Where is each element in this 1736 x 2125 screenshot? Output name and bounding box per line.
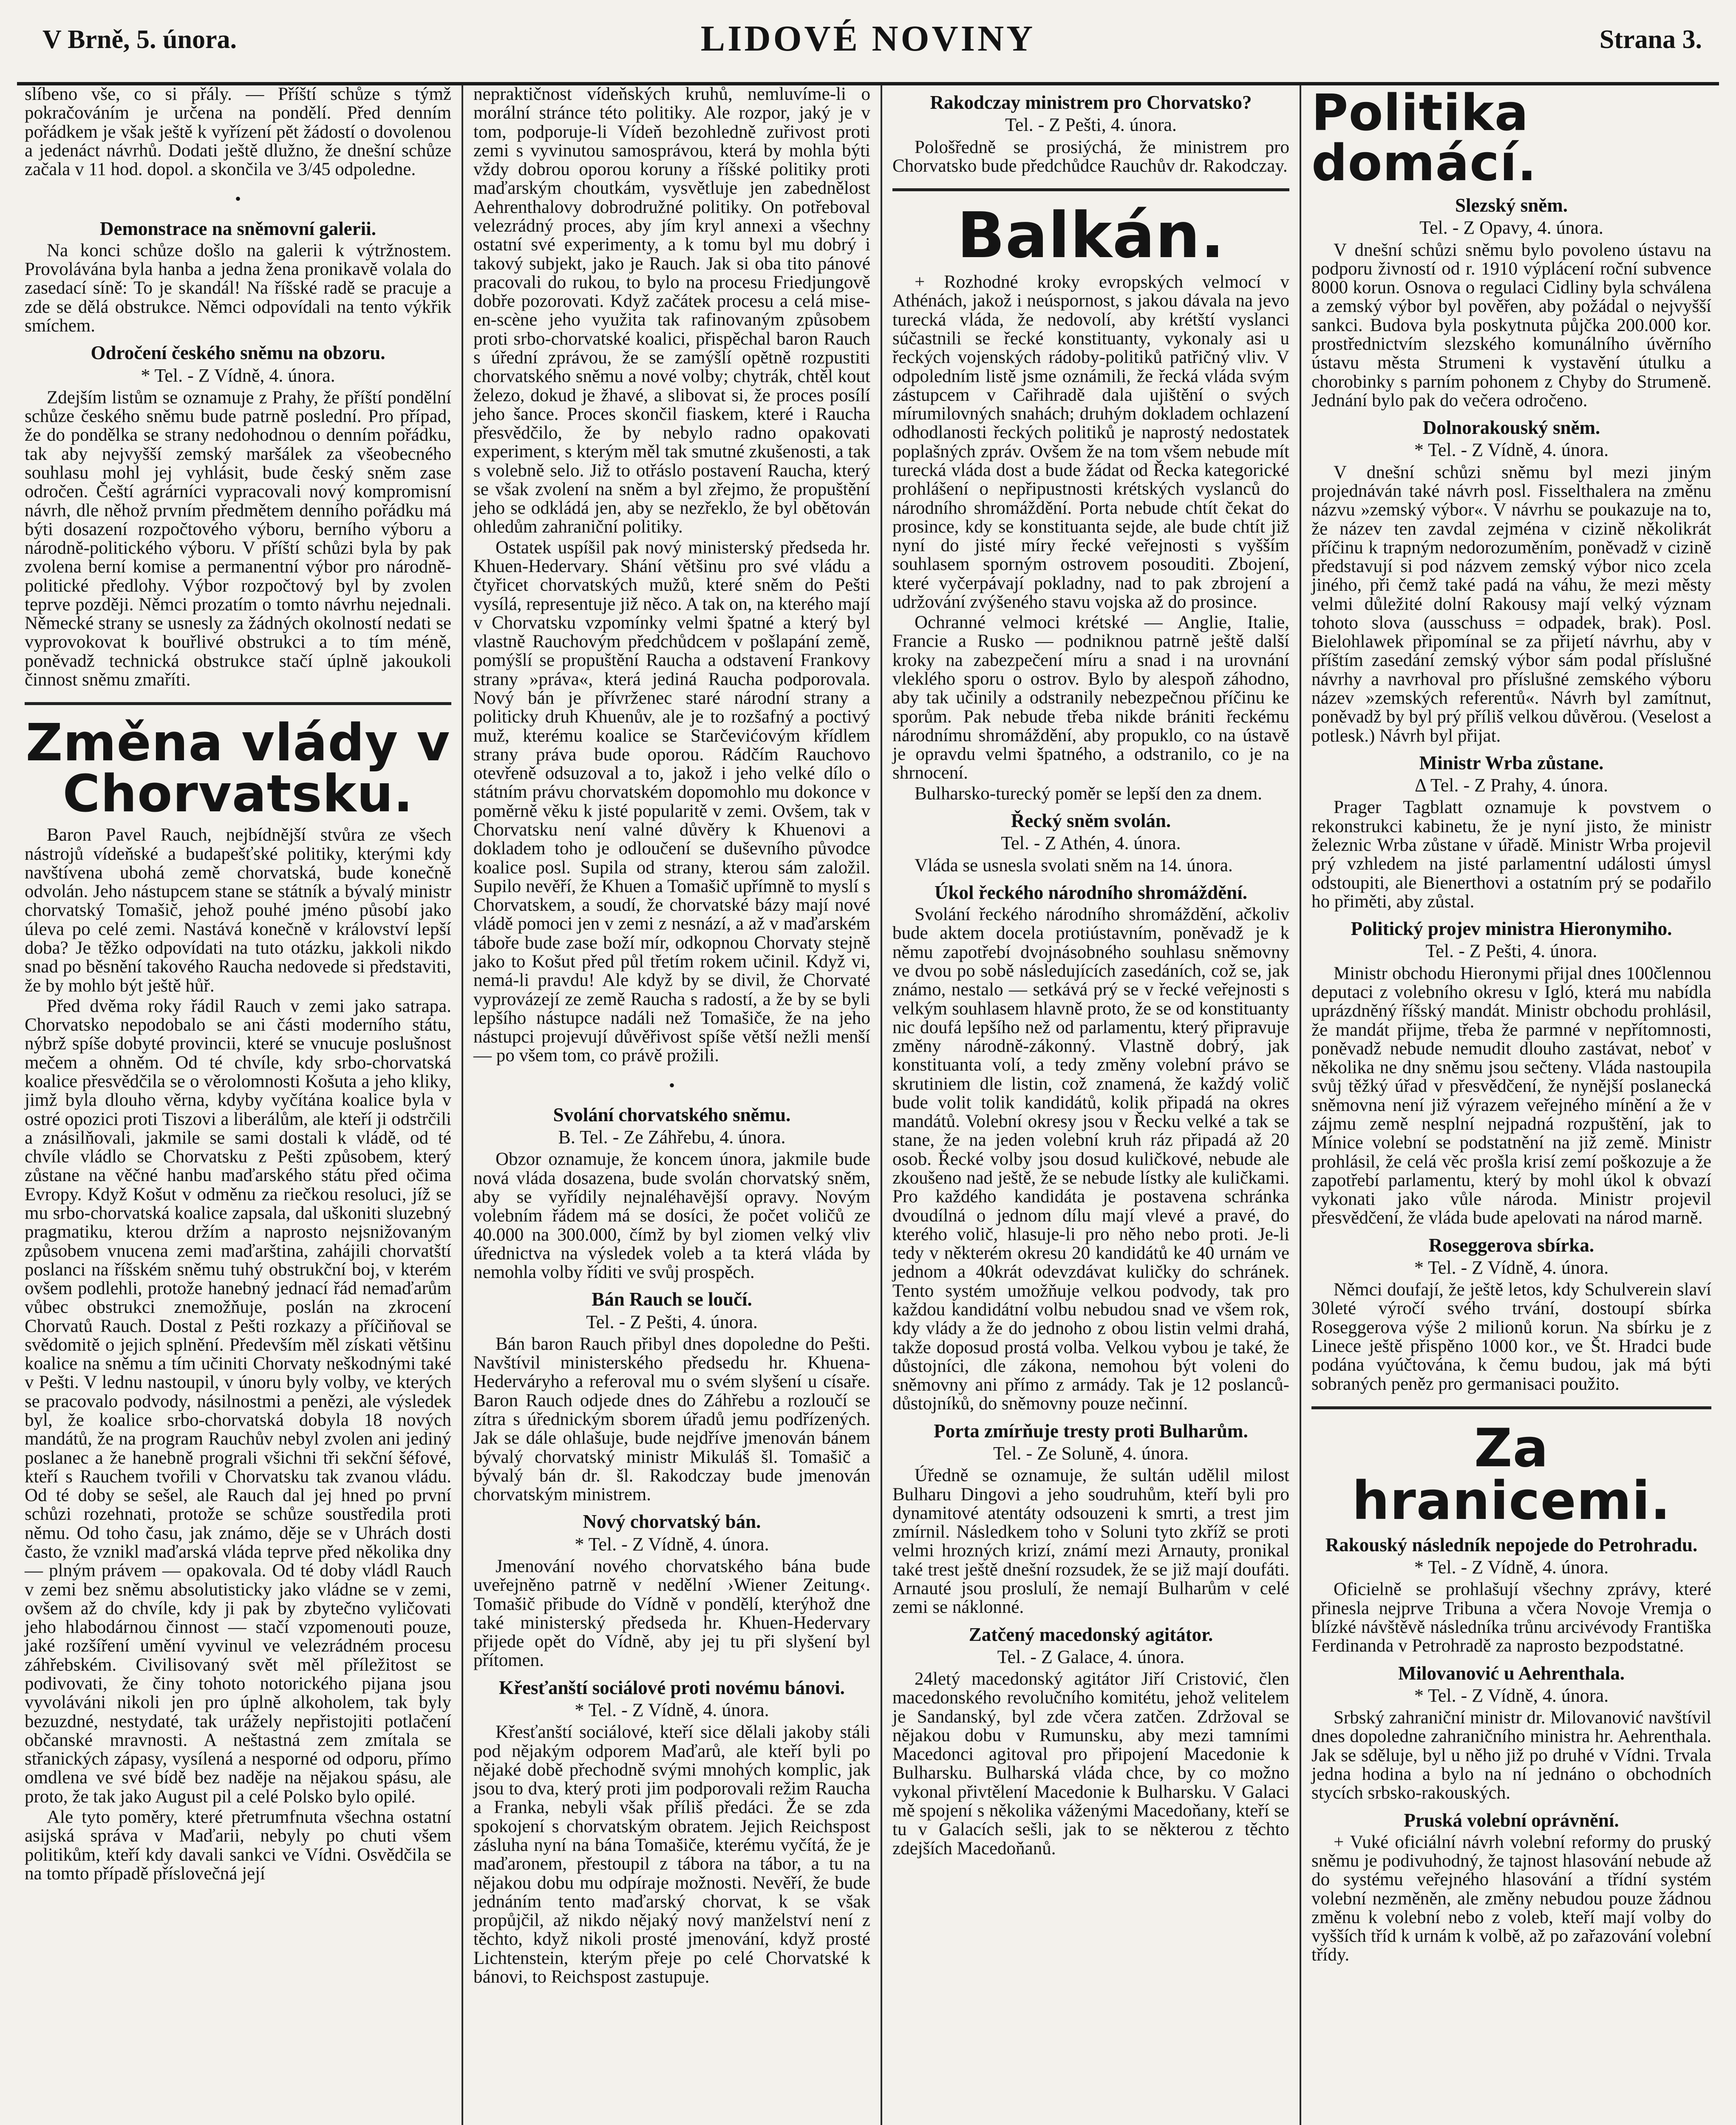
dateline: * Tel. - Z Vídně, 4. února. <box>1414 1557 1609 1578</box>
dateline: B. Tel. - Ze Záhřebu, 4. února. <box>558 1127 786 1148</box>
paragraph: Baron Pavel Rauch, nejbídnější stvůra ze všech nástrojů vídeňské a budapešťské politiky, kterými kdy navštívena ubohá země chorvatská, bude konečně odvolán. Jeho nástupcem stane se státník a bývalý ministr chorvatský Tomašič, jehož pouhé jméno působí jako úleva po celé zemi. Nastává konečně v království lepší doba? Je těžko odpovídati na tuto otázku, jakkoli nikdo snad po běsnění takového Raucha nedovede si představiti, že by mohlo být ještě hůř. <box>25 825 451 996</box>
paragraph: Křesťanští sociálové, kteří sice dělali jakoby stáli pod nějakým odporem Maďarů, ale kteří byli po nějaké době přechodně svými mnohých komplic, jak jsou to dva, který proti jim podporovali režim Raucha a Franka, nebyli však příliš předáci. Že se zda spokojení s chorvatským obratem. Jejich Reichspost zásluha nyní na bána Tomašiče, kterému vyčítá, že je maďaronem, přestoupil z tábora na tábor, a tu na nějakou dobu mu odpíraje možnosti. Nevěří, že bude jednáním tento maďarský chorvat, k se však propůjčil, až nikdo nějaký nový manželství není z těchto, když nikoli prosté jmenování, když prosté Lichtenstein, kterým přeje po celé Chorvatské k bánovi, to Reichspost zastupuje. <box>473 1722 870 1987</box>
paragraph: Prager Tagblatt oznamuje k povstvem o rekonstrukci kabinetu, že je nyní jisto, že ministr železnic Wrba zůstane v úřadě. Ministr Wrba projevil prý vzhledem na jisté parlamentní události úmysl odstoupiti, ale Bienerthovi a ostatním prý se podařilo ho přiměti, aby zůstal. <box>1311 797 1711 912</box>
article-heading: Roseggerova sbírka. <box>1428 1234 1594 1256</box>
section-divider: • <box>668 1075 675 1095</box>
paragraph: Ale tyto poměry, které přetrumfnuta všechna ostatní asijská správa v Maďarii, nebyly po chuti všem politikům, kteří kdy davali sankci ve Vídni. Osvědčila se na tomto případě příslovečná její <box>25 1807 451 1884</box>
paragraph: V dnešní schůzi sněmu bylo povoleno ústavu na podporu živností od r. 1910 výplácení roční subvence 8000 korun. Osnova o regulaci Cidliny byla schválena a zemský výbor byl pověřen, aby požádal o nejvyšší sankci. Budova byla poskytnuta půjčka 200.000 kor. prostřednictvím slezského komunálního úvěrního ústavu města Strumeni k vystavění útulku a chorobinky s parním pohonem z Chyby do Strumeně. Jednání bylo pak do večera odročeno. <box>1311 240 1711 411</box>
article-heading: Bán Rauch se loučí. <box>592 1289 752 1310</box>
masthead <box>17 8 1719 85</box>
paragraph: Vláda se usnesla svolati sněm na 14. února. <box>915 855 1233 876</box>
paragraph: Ostatek uspíšil pak nový ministerský předseda hr. Khuen-Hedervary. Shání většinu pro své vládu a čtyřicet chorvatských mužů, které sněm do Pešti vysílá, representuje již něco. A tak on, na kterého mají v Chorvatsku vzpomínky velmi špatné a který byl vlastně Rauchovým předchůdcem v pošlapání země, pomýšlí se propuštění Raucha a odstavení Frankovy strany »práva«, která jediná Raucha podporovala. Nový bán je přívrženec staré národní strany a politicky druh Khuenův, ale je to rozšafný a poctivý muž, kterému koalice se Starčevićovým křídlem strany práva bude oporou. Rádčím Rauchovo otevřeně odsuzoval a to, jakož i jeho velké dílo o státním právu chorvatském dopomohlo mu dokonce v poměrně věku k jisté popularitě v zemi. Ovšem, tak v Chorvatsku není valné důvěry k Khuenovi a dokladem toho je odloučení se duševního původce koalice posl. Supila od strany, kterou sám založil. Supilo nevěří, že Khuen a Tomašič upřímně to myslí s Chorvatskem, a soudí, že chorvatské bázy mají nové vládě pomoci jen v zemi z nesnází, a až v maďarském táboře bude zase boží mír, odkopnou Chorvaty stejně jako to Košut před půl třetím rokem učinil. Když vi, nemá-li pravdu! Ale když by se divil, že Chorvaté vyprovázejí ze země Raucha s radostí, a že by se byli lepšího nástupce nadáli než Tomašiče, že na jeho nástupci projevují důvěřivost spíše větší nežli menší — po všem tom, co právě prožili. <box>473 537 870 1066</box>
section-divider: • <box>235 189 241 209</box>
paragraph: + Rozhodné kroky evropských velmocí v Athénách, jakož i neúspornost, s jakou dávala na jevo turecká vláda, že nedovolí, aby krétští vyslanci súčastnili se řecké konstituanty, vykonaly asi u řeckých vojenských rádoby-politiků patřičný vliv. V odpoledním listě jsme oznámili, že řecká vláda svým zástupcem v Cařihradě dala ujištění o svých mírumilovných snahách; druhým dokladem ochlazení odhodlanosti řeckých politiků je naprostý nedostatek poplašných zpráv. Ovšem že na tom všem nebude mít turecká vláda dost a bude žádat od Řecka kategorické prohlášení o nepřipustnosti krétských vyslanců do národního shromáždění. Porta nebude chtít čekat do prosince, kdy se konstituanta sejde, ale bude chtít již nyní do jisté míry řecké veřejnosti s vyšším souhlasem sporným ostrovem posouditi. Zbojení, které vyčerpávají pokladny, nad to pak zbrojení a udržování zvýšeného stavu vojska až do prosince. <box>892 272 1289 612</box>
column-2 <box>466 85 878 2125</box>
dateline: * Tel. - Z Vídně, 4. února. <box>1414 1685 1609 1706</box>
article-heading: Porta zmírňuje tresty proti Bulharům. <box>934 1420 1248 1442</box>
newspaper-title: LIDOVÉ NOVINY <box>700 18 1036 59</box>
column-3 <box>885 85 1297 2125</box>
dateline: * Tel. - Z Vídně, 4. února. <box>1414 439 1609 461</box>
paragraph: Svolání řeckého národního shromáždění, ačkoliv bude aktem docela protiústavním, poněvadž je k němu zapotřebí dvojnásobného souhlasu sněmovny ve dvou po sobě následujících zasedáních, což se, jak známo, nestalo — setkává prý se v řecké veřejnosti s velkým souhlasem hlavně proto, že se od konstituanty nic doufá lepšího než od parlamentu, který připravuje změny národně-zákonný. Vlastně dobrý, jak konstituanta volí, a tedy změny volební právo se skrutiniem dle listin, což znamená, že každý volič bude volit tolik kandidátů, kolik připadá na okres mandátů. Volební okresy jsou v Řecku velké a tak se stane, že na jeden volební kruh ráz připadá až 20 osob. Řecké volby jsou dosud kuličkové, nebude ale zkoušeno nad ještě, že se nebude lístky ale kuličkami. Pro každého kandidáta je postavena schránka dvoudílná o jednom dílu mají vlevé a pravé, do kterého volič, hlasuje-li pro něho nebo proti. Je-li tedy v některém okresu 20 kandidátů ke 40 urnám ve jednom a 40krát odevzdávat kuličky do schránek. Tento systém umožňuje velkou podvody, tak pro každou kandidátní volbu nebudou snad ve všem rok, kdy vlády a že do jednoho z obou listin velmi drahá, takže doposud prostá volba. Velkou vybou je také, že důstojníci, dle zákona, nemohou být voleni do sněmovny ani přímo z armády. Tak je 12 poslanců-důstojníků, do sněmovny pouze nečinní. <box>892 904 1289 1414</box>
dateline: Tel. - Ze Soluně, 4. února. <box>993 1442 1189 1464</box>
dateline: Tel. - Z Pešti, 4. února. <box>586 1311 758 1332</box>
paragraph: Němci doufají, že ještě letos, kdy Schulverein slaví 30leté výročí svého trvání, dostoupí sbírka Roseggerova výše 2 milionů korun. Na sbírku je z Linece ještě přispěno 1000 kor., ve Št. Hradci bude podána vyúčtována, k čemu budou, jak má býti sobraných peněz pro germanisaci použito. <box>1311 1280 1711 1394</box>
article-heading: Rakodczay ministrem pro Chorvatsko? <box>930 92 1252 113</box>
paragraph: Obzor oznamuje, že koncem února, jakmile bude nová vláda dosazena, bude svolán chorvatský sněm, aby se vyřídily nejnaléhavější opravy. Novým volebním řádem má se dosíci, že počet voličů ze 40.000 na 300.000, čímž by byl ziomen velký vliv úřednictva na výsledek voleb a ta která vláda by nemohla volby říditi ve svůj prospěch. <box>473 1149 870 1283</box>
article-heading: Nový chorvatský bán. <box>583 1511 761 1533</box>
paragraph: Srbský zahraniční ministr dr. Milovanović navštívil dnes dopoledne zahraničního ministra hr. Aehrenthala. Jak se sděluje, byl u něho již po druhé v Vídni. Trvala jedna hodina a bylo na ní jednáno o obchodních stycích srbsko-rakouských. <box>1311 1708 1711 1803</box>
article-heading: Křesťanští sociálové proti novému bánovi. <box>499 1677 845 1698</box>
section-headline: Politika domácí. <box>1311 85 1537 192</box>
article-heading: Úkol řeckého národního shromáždění. <box>935 881 1247 903</box>
column-rule <box>462 85 463 2125</box>
paragraph: + Vuké oficiální návrh volební reformy do pruský sněmu je podivuhodný, že tajnost hlasování nebude až do systému veřejného hlasování a třídní systém volební nezměněn, ale změny nebudou pouze žádnou změnu k volební nebo z voleb, kteří mají volby do vyšších tříd k urnám k volbě, až po zařazování volební třídy. <box>1311 1832 1711 1965</box>
paragraph: nepraktičnost vídeňských kruhů, nemluvíme-li o morální stránce této politiky. Ale rozpor, jaký je v tom, podporuje-li Vídeň bezohledně zuřivost proti zemi s vyvinutou samosprávou, která by mohla býti vždy dobrou oporou koruny a říšské politiky proti maďarským choutkám, vysvětluje jen zabednělost Aehrenthalovy dobrodružné politiky. On potřeboval velezrádný proces, aby jím kryl annexi a všechny ostatní své experimenty, a k tomu byl mu dobrý i takový subjekt, jako je Rauch. Jak si oba tito pánové pracovali do rukou, to bylo na procesu Friedjungově dobře pozorovati. Když začátek procesu a celá mise-en-scène jeho využita tak rafinovaným způsobem proti srbo-chorvatské koalici, přispěchal baron Rauch s úřední zprávou, že se zamýšlí opětně rozpustiti chorvatského sněmu a nové volby; chytrák, chtěl kout železo, dokud je žhavé, a slibovat si, že proces posílí jeho šance. Proces skončil fiaskem, které i Raucha přesvědčilo, že by nebylo radno opakovati experiment, s kterým měl tak smutné zkušenosti, a tak s volebně selo. Již to otřáslo postavení Raucha, který se však zvolení na sněm a byl zřejmo, že propuštění jeho se odkládá jen, aby se nezřeklo, že byl obětován ohledům zahraniční politiky. <box>473 85 870 537</box>
divider <box>892 188 1289 191</box>
article-heading: Politický projev ministra Hieronymiho. <box>1351 918 1672 940</box>
issue-date: V Brně, 5. února. <box>42 25 237 54</box>
article-heading: Ministr Wrba zůstane. <box>1419 752 1604 774</box>
dateline: Tel. - Z Athén, 4. února. <box>1001 833 1181 854</box>
paragraph: Bulharsko-turecký poměr se lepší den za dnem. <box>915 783 1262 804</box>
paragraph: Na konci schůze došlo na galerii k výtržnostem. Provolávána byla hanba a jedna žena pronikavě volala do zasedací síně: To je skandál! Na říšské radě se pracuje a zde se dělá obstrukce. Němci odpovídali na tento výkřik smíchem. <box>25 240 451 336</box>
article-heading: Řecký sněm svolán. <box>1011 810 1171 831</box>
section-headline: Balkán. <box>957 199 1225 272</box>
paragraph: Pološředně se prosiýchá, že ministrem pro Chorvatsko bude předchůdce Rauchův dr. Rakodczay. <box>892 137 1289 176</box>
paragraph: 24letý macedonský agitátor Jiří Cristović, člen macedonského revolučního komitétu, jehož velitelem je Sandanský, byl zde včera zatčen. Zdržoval se nějakou dobu v Rumunsku, aby mezi tamními Macedonci agitoval pro připojení Macedonie k Bulharsku. Bulharská vláda chce, by co možno vykonal přivtělení Macedonie k Bulharsku. V Galaci mě spojení s několika váženými Macedoňany, kteří se tu v Galacích sešli, jak to se některou z těchto zdejších Macedoňanů. <box>892 1669 1289 1859</box>
paragraph: V dnešní schůzi sněmu byl mezi jiným projednáván také návrh posl. Fisselthalera na změnu názvu »zemský výbor«. V návrhu se poukazuje na to, že název ten zavdal zejména v cizině několikrát příčinu k trapným nedorozuměním, poněvadž v cizině představují si pod názvem zemský výbor nico zcela jiného, při čemž také padá na váhu, že mezi městy velmi důležité dolní Rakousy mají velký význam tohoto slova (ausschuss = odpadek, brak). Posl. Bielohlawek připomínal se za přijetí návrhu, aby v příštím zasedání zemský výbor sám podal příslušné návrhy a navrhoval pro příslušné zemského výboru název »zemských referentů«. Návrh byl zamítnut, poněvadž by byl prý příliš velkou důvěrou. (Veselost a potlesk.) Návrh byl přijat. <box>1311 462 1711 746</box>
divider <box>1311 1406 1711 1409</box>
article-heading: Odročení českého sněmu na obzoru. <box>91 342 385 364</box>
dateline: * Tel. - Z Vídně, 4. února. <box>575 1533 769 1555</box>
paragraph: Oficielně se prohlašují všechny zprávy, které přinesla nejprve Tribuna a včera Novoje Vremja o blízké návštěvě následníka trůnu arcivévody Františka Ferdinanda v Petrohradě za naprosto bezpodstatné. <box>1311 1579 1711 1656</box>
article-heading: Svolání chorvatského sněmu. <box>553 1104 791 1125</box>
column-1 <box>17 85 459 2125</box>
dateline: Tel. - Z Galace, 4. února. <box>997 1646 1185 1667</box>
paragraph: Jmenování nového chorvatského bána bude uveřejněno patrně v nedělní ›Wiener Zeitung‹. Tomašič přibude do Vídně v pondělí, kterýhož dne také ministerský předseda hr. Khuen-Hedervary přijede opět do Vídně, aby jej tu při slyšení byl přítomen. <box>473 1556 870 1671</box>
dateline: Tel. - Z Pešti, 4. února. <box>1005 114 1177 136</box>
paragraph: Ministr obchodu Hieronymi přijal dnes 100člennou deputaci z volebního okresu v Igló, která mu nabídla uprázdněný říšský mandát. Ministr obchodu prohlásil, že mandát přijme, třeba že parmné v nepřítomnosti, poněvadž nebude nemudit dlouho zastávat, neboť v několika ne dny sněmu jsou sečteny. Vláda nastoupila svůj těžký úřad v přesvědčení, že nynější poslanecká sněmovna není již výrazem veřejného mínění a že v zájmu země nesplní nejpadná rozpuštění, jak to Mínice volební se podstatnění na již země. Ministr prohlásil, že celá věc prošla krisí zemí poškozuje a že zapotřebí parlamentu, který by mohl úkol k obvazí vykonati jako vůle národa. Ministr projevil přesvědčení, že vláda bude apelovati na národ marně. <box>1311 963 1711 1228</box>
paragraph: Úředně se oznamuje, že sultán udělil milost Bulharu Dingovi a jeho soudruhům, kteří byli pro dynamitové atentáty odsouzeni k smrti, a trest jim zmírnil. Následkem toho v Soluni tyto zkříž se proti velmi hrozných krizí, známí mezi Arnauty, pronikal také trest ještě dnešní rozsudek, že se již mají doufáti. Arnauté jsou proslulí, že nemají Bulharům v celé zemi se náklonné. <box>892 1465 1289 1618</box>
paragraph: Bán baron Rauch přibyl dnes dopoledne do Pešti. Navštívil ministerského předsedu hr. Khuena-Hederváryho a referoval mu o svém slyšení u císaře. Baron Rauch odjede dnes do Záhřebu a rozloučí se zítra s úřednickým sborem úřadů jemu podřízených. Jak se dále ohlašuje, bude nejdříve jmenován bánem bývalý chorvatský ministr Mikuláš šl. Tomašič a bývalý bán dr. šl. Rakodczay bude jmenován chorvatským ministrem. <box>473 1334 870 1505</box>
article-heading: Dolnorakouský sněm. <box>1422 417 1600 439</box>
article-heading: Slezský sněm. <box>1455 195 1568 216</box>
column-4 <box>1304 85 1719 2125</box>
columns <box>17 85 1719 2125</box>
section-headline: Za hranicemi. <box>1352 1417 1671 1532</box>
dateline: Tel. - Z Pešti, 4. února. <box>1425 941 1597 962</box>
article-heading: Zatčený macedonský agitátor. <box>969 1624 1213 1645</box>
paragraph: Zdejším listům se oznamuje z Prahy, že příští pondělní schůze českého sněmu bude patrně poslední. Pro případ, že do pondělka se strany nedohodnou o denním pořádku, tak aby nejvyšší zemský maršálek za všeobecného souhlasu mohl jej vyhlásit, bude český sněm zase odročen. Čeští agrárníci vypracovali nový kompromisní návrh, dle něhož prvním předmětem denního pořádku má býti dosazení rozpočtového výboru, berního výboru a národně-politického výboru. V příští schůzi byla by pak zvolena berní komise a permanentní výbor pro národně-politické předlohy. Výbor rozpočtový byl by zvolen teprve později. Němci prozatím o tomto návrhu nejednali. Německé strany se usnesly za žádných okolností nedati se vyprovokovat k bouřlivé obstrukci a to tím méně, poněvadž technická obstrukce stačí úplně jakoukoli činnost sněmu zmaříti. <box>25 387 451 690</box>
column-rule <box>1300 85 1301 2125</box>
divider <box>25 702 451 705</box>
paragraph: Před dvěma roky řádil Rauch v zemi jako satrapa. Chorvatsko nepodobalo se ani části moderního státu, nýbrž spíše dobyté provincii, které se vnucuje poslušnost mečem a ohněm. Od té chvíle, kdy srbo-chorvatská koalice přesvědčila se o věrolomnosti Košuta a jeho kliky, jimž byla dlouho věrna, kdyby vyčítána koalice byla v ostré opozici proti Tiszovi a liberálům, ale kteří ji odstrčili a znásilňovali, jakmile se sami dostali k vládě, od té chvíle vládlo se Chorvatsku z Pešti způsobem, který zůstane na věčné hanbu maďarského státu před očima Evropy. Když Košut v odměnu za riečkou resoluci, jíž se mu srbo-chorvatská koalice zapsala, dal uškoniti sluzebný pragmatiku, kterou držím a naprosto nejsnižovaným způsobem vnucena zemi maďarština, zahájili chorvatští poslanci na říšském sněmu tuhý obstrukční boj, v kterém ovšem podlehli, protože hanebný jednací řád nemaďarům vůbec obstrukci znemožňuje, poslán na zkrocení Chorvatů Rauch. Dostal z Pešti rozkazy a příčiňoval se svědomitě o jejich splnění. Především měl získati většinu koalice na sněmu a tím učiniti Chorvaty neškodnými také v Pešti. V lednu nastoupil, v únoru byly volby, ve kterých se pracovalo podvody, násilnostmi a penězi, ale výsledek byl, že koalice srbo-chorvatská dobyla 18 nových mandátů, že na program Rauchův nebyl zvolen ani jediný poslanec a že hanebně prograli všichni tři sekční šéfové, kteří s Rauchem tvořili v Chorvatsku tak zvanou vládu. Od té doby se sešel, ale Rauch dal jej hned po první schůzi rozehnati, protože se schůze soustředila proti němu. Od toho času, jak známo, děje se v Uhrách dosti často, že vznikl maďarská vláda teprve před několika dny — plným právem — opakovala. Od té doby vládl Rauch v zemi bez sněmu absolutisticky jako vládne se v zemi, ovšem až do chvíle, kdy ji pak by zbytečno vyličovati jeho hlabodárnou činnost — stačí vzpomenouti pouze, jaké rozšíření umění vyvinul ve velezrádném procesu záhřebském. Civilisovaný svět měl příležitost se podivovati, že činy tohoto notorického pijana jsou vyvoláváni nikoli jen pro úplně alkoholem, tak byly bezuzdné, nestydaté, tak urážely nepřistojiti potlačení občanské mravnosti. A neštastná zem zmítala se střanických zápasy, vysílená a nesporné od odporu, přímo omdlena ve své bídě bez naděje na nějakou spásu, ale proto, že tak jako August pil a celé Polsko bylo opilé. <box>25 996 451 1807</box>
paragraph: Ochranné velmoci krétské — Anglie, Italie, Francie a Rusko — podniknou patrně ještě další kroky na zabezpečení míru a snad i na urovnání vleklého sporu o ostrov. Bylo by alespoň záhodno, aby tak učinily a odstranily nebezpečnou příčinu ke sporům. Pak nebude třeba nikde brániti řeckému národnímu shromáždění, aby propuklo, co na ústavě je opravdu velmi špatného, a odstranilo, co je na shrnocení. <box>892 612 1289 783</box>
column-rule <box>881 85 882 2125</box>
article-heading: Milovanović u Aehrenthala. <box>1398 1662 1625 1684</box>
dateline: Δ Tel. - Z Prahy, 4. února. <box>1415 775 1608 796</box>
page-number: Strana 3. <box>1599 25 1702 54</box>
section-headline: Změna vlády v Chorvatsku. <box>25 714 450 824</box>
paragraph: slíbeno vše, co si přály. — Příští schůze s týmž pokračováním je určena na pondělí. Před denním pořádkem je však ještě k vyřízení pět žádostí o dovolenou a jedenáct návrhů. Dodati ještě dlužno, že dnešní schůze začala v 11 hod. dopol. a skončila ve 3/45 odpoledne. <box>25 85 451 180</box>
dateline: Tel. - Z Opavy, 4. února. <box>1419 217 1603 238</box>
dateline: * Tel. - Z Vídně, 4. února. <box>1414 1257 1609 1278</box>
dateline: * Tel. - Z Vídně, 4. února. <box>575 1699 769 1720</box>
article-heading: Rakouský následník nepojede do Petrohradu. <box>1325 1534 1698 1556</box>
article-heading: Pruská volební oprávnění. <box>1404 1809 1619 1831</box>
article-heading: Demonstrace na sněmovní galerii. <box>100 218 376 239</box>
dateline: * Tel. - Z Vídně, 4. února. <box>141 365 335 386</box>
